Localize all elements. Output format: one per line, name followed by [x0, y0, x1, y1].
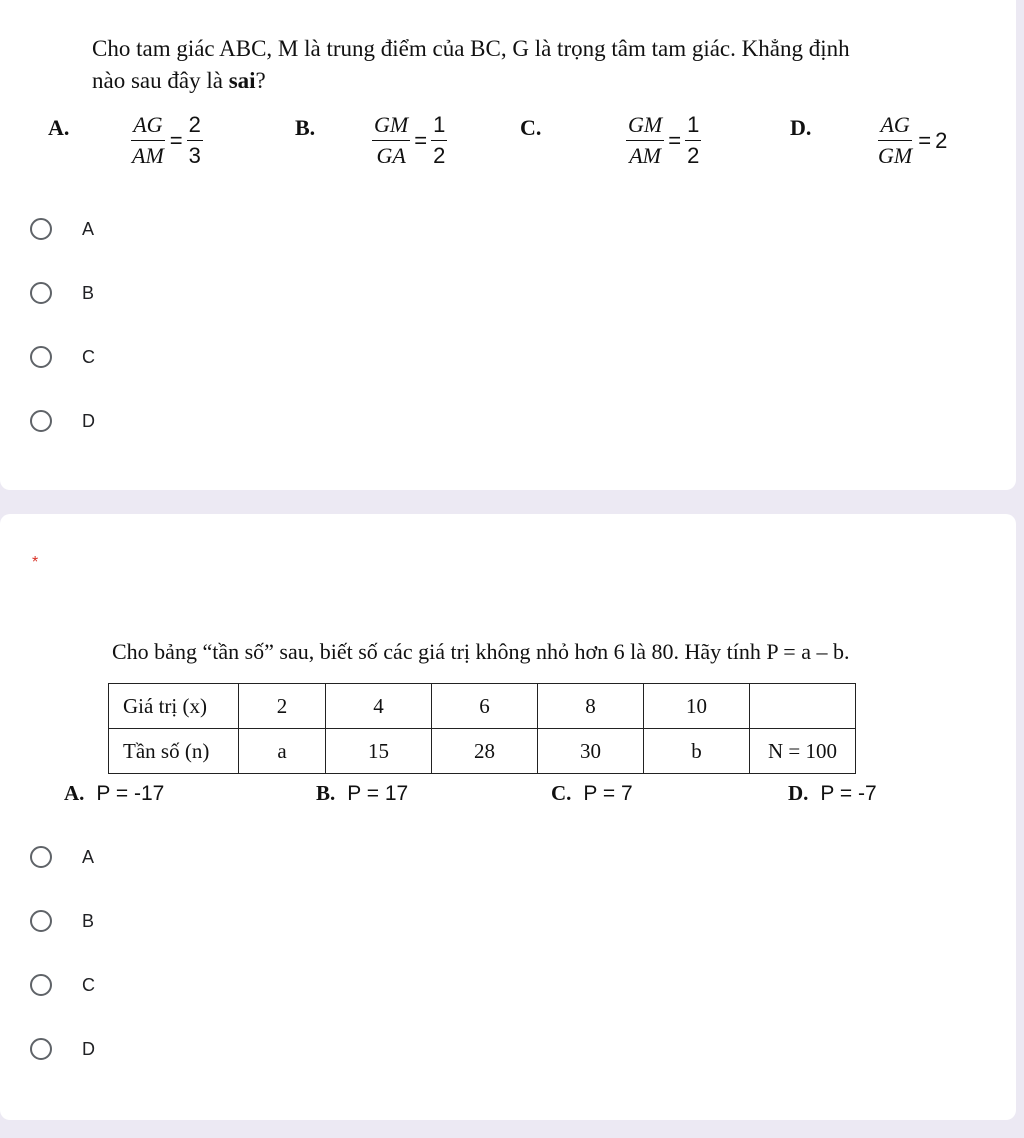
choice-a-lhs — [130, 110, 166, 171]
choice-c-letter: C. — [520, 115, 542, 140]
choice-letter: C. — [551, 781, 572, 805]
radio-button[interactable] — [30, 218, 52, 240]
q2-option-c[interactable] — [30, 970, 95, 1000]
choice-d-den: GM — [878, 143, 913, 168]
choice-value: P = 7 — [583, 782, 633, 805]
choice-value: P = -7 — [820, 782, 877, 805]
table-cell: 15 — [326, 729, 432, 774]
choice-b-lhs — [372, 110, 410, 171]
option-label: D — [82, 1038, 95, 1059]
choice-b-rhs-den: 2 — [433, 143, 446, 168]
option-label: B — [82, 910, 95, 931]
choice-value: P = -17 — [96, 782, 165, 805]
choice-c-lhs — [626, 110, 664, 171]
table-cell: 10 — [644, 684, 750, 729]
choice-b-rhs — [431, 110, 447, 171]
equals-sign: = — [918, 127, 932, 153]
choice-d-rhs: 2 — [935, 127, 948, 153]
question-1-text-bold: sai — [228, 68, 256, 93]
choice-d-lhs — [876, 110, 914, 171]
frequency-table — [108, 683, 856, 774]
choice-a-num: AG — [131, 110, 164, 141]
choice-b-letter: B. — [295, 115, 316, 140]
table-cell: a — [239, 729, 326, 774]
radio-button[interactable] — [30, 282, 52, 304]
radio-button[interactable] — [30, 846, 52, 868]
radio-button[interactable] — [30, 1038, 52, 1060]
table-cell: 28 — [432, 729, 538, 774]
table-cell — [750, 684, 856, 729]
q2-choice-b — [316, 781, 408, 806]
q1-option-a[interactable] — [30, 214, 94, 244]
q2-option-a[interactable] — [30, 842, 94, 872]
choice-a-rhs-num: 2 — [187, 110, 203, 141]
choice-letter: D. — [788, 781, 809, 805]
choice-d-formula — [876, 110, 947, 171]
table-cell: 6 — [432, 684, 538, 729]
choice-a-formula — [130, 110, 203, 171]
q2-option-b[interactable] — [30, 906, 94, 936]
question-1-text-line1: Cho tam giác ABC, M là trung điểm của BC, G là trọng tâm tam giác. Khẳng định — [92, 36, 850, 61]
choice-value: P = 17 — [347, 782, 409, 805]
choice-b-rhs-num: 1 — [431, 110, 447, 141]
option-label: B — [82, 282, 95, 303]
choice-letter: B. — [316, 781, 336, 805]
equals-sign: = — [414, 127, 428, 153]
choice-b-num: GM — [372, 110, 410, 141]
equals-sign: = — [668, 127, 682, 153]
choice-a-rhs-den: 3 — [188, 143, 201, 168]
option-label: C — [82, 974, 95, 995]
q1-option-b[interactable] — [30, 278, 94, 308]
table-cell: 8 — [538, 684, 644, 729]
q1-option-c[interactable] — [30, 342, 95, 372]
choice-a-den: AM — [132, 143, 164, 168]
q2-option-d[interactable] — [30, 1034, 95, 1064]
table-row — [109, 684, 856, 729]
q1-option-d[interactable] — [30, 406, 95, 436]
table-row — [109, 729, 856, 774]
table-cell: 2 — [239, 684, 326, 729]
radio-button[interactable] — [30, 410, 52, 432]
question-1-text-line2 — [92, 64, 266, 98]
choice-c-rhs-den: 2 — [687, 143, 700, 168]
q2-choice-d — [788, 781, 877, 806]
question-card-2 — [0, 514, 1016, 1120]
question-2-text: Cho bảng “tần số” sau, biết số các giá trị không nhỏ hơn 6 là 80. Hãy tính P = a – b. — [112, 639, 850, 664]
choice-c-den: AM — [629, 143, 661, 168]
choice-letter: A. — [64, 781, 85, 805]
radio-button[interactable] — [30, 910, 52, 932]
option-label: D — [82, 410, 95, 431]
choice-a-letter: A. — [48, 115, 70, 140]
choice-c-rhs-num: 1 — [685, 110, 701, 141]
table-cell: b — [644, 729, 750, 774]
choice-d-num: AG — [878, 110, 911, 141]
q2-choice-a — [64, 781, 164, 806]
q2-choice-c — [551, 781, 633, 806]
table-cell: 30 — [538, 729, 644, 774]
choice-c-rhs — [685, 110, 701, 171]
table-cell: N = 100 — [750, 729, 856, 774]
choice-c-num: GM — [626, 110, 664, 141]
choice-d-letter: D. — [790, 115, 812, 140]
choice-b-den: GA — [376, 143, 406, 168]
equals-sign: = — [169, 127, 183, 153]
option-label: C — [82, 346, 95, 367]
radio-button[interactable] — [30, 346, 52, 368]
radio-button[interactable] — [30, 974, 52, 996]
required-asterisk: * — [32, 554, 39, 571]
table-cell: Giá trị (x) — [109, 684, 239, 729]
question-1-text-prefix: nào sau đây là — [92, 68, 229, 93]
question-1-text-suffix: ? — [255, 68, 266, 93]
choice-b-formula — [372, 110, 447, 171]
table-cell: Tần số (n) — [109, 729, 239, 774]
option-label: A — [82, 846, 95, 867]
table-cell: 4 — [326, 684, 432, 729]
choice-a-rhs — [187, 110, 203, 171]
option-label: A — [82, 218, 95, 239]
choice-c-formula — [626, 110, 701, 171]
